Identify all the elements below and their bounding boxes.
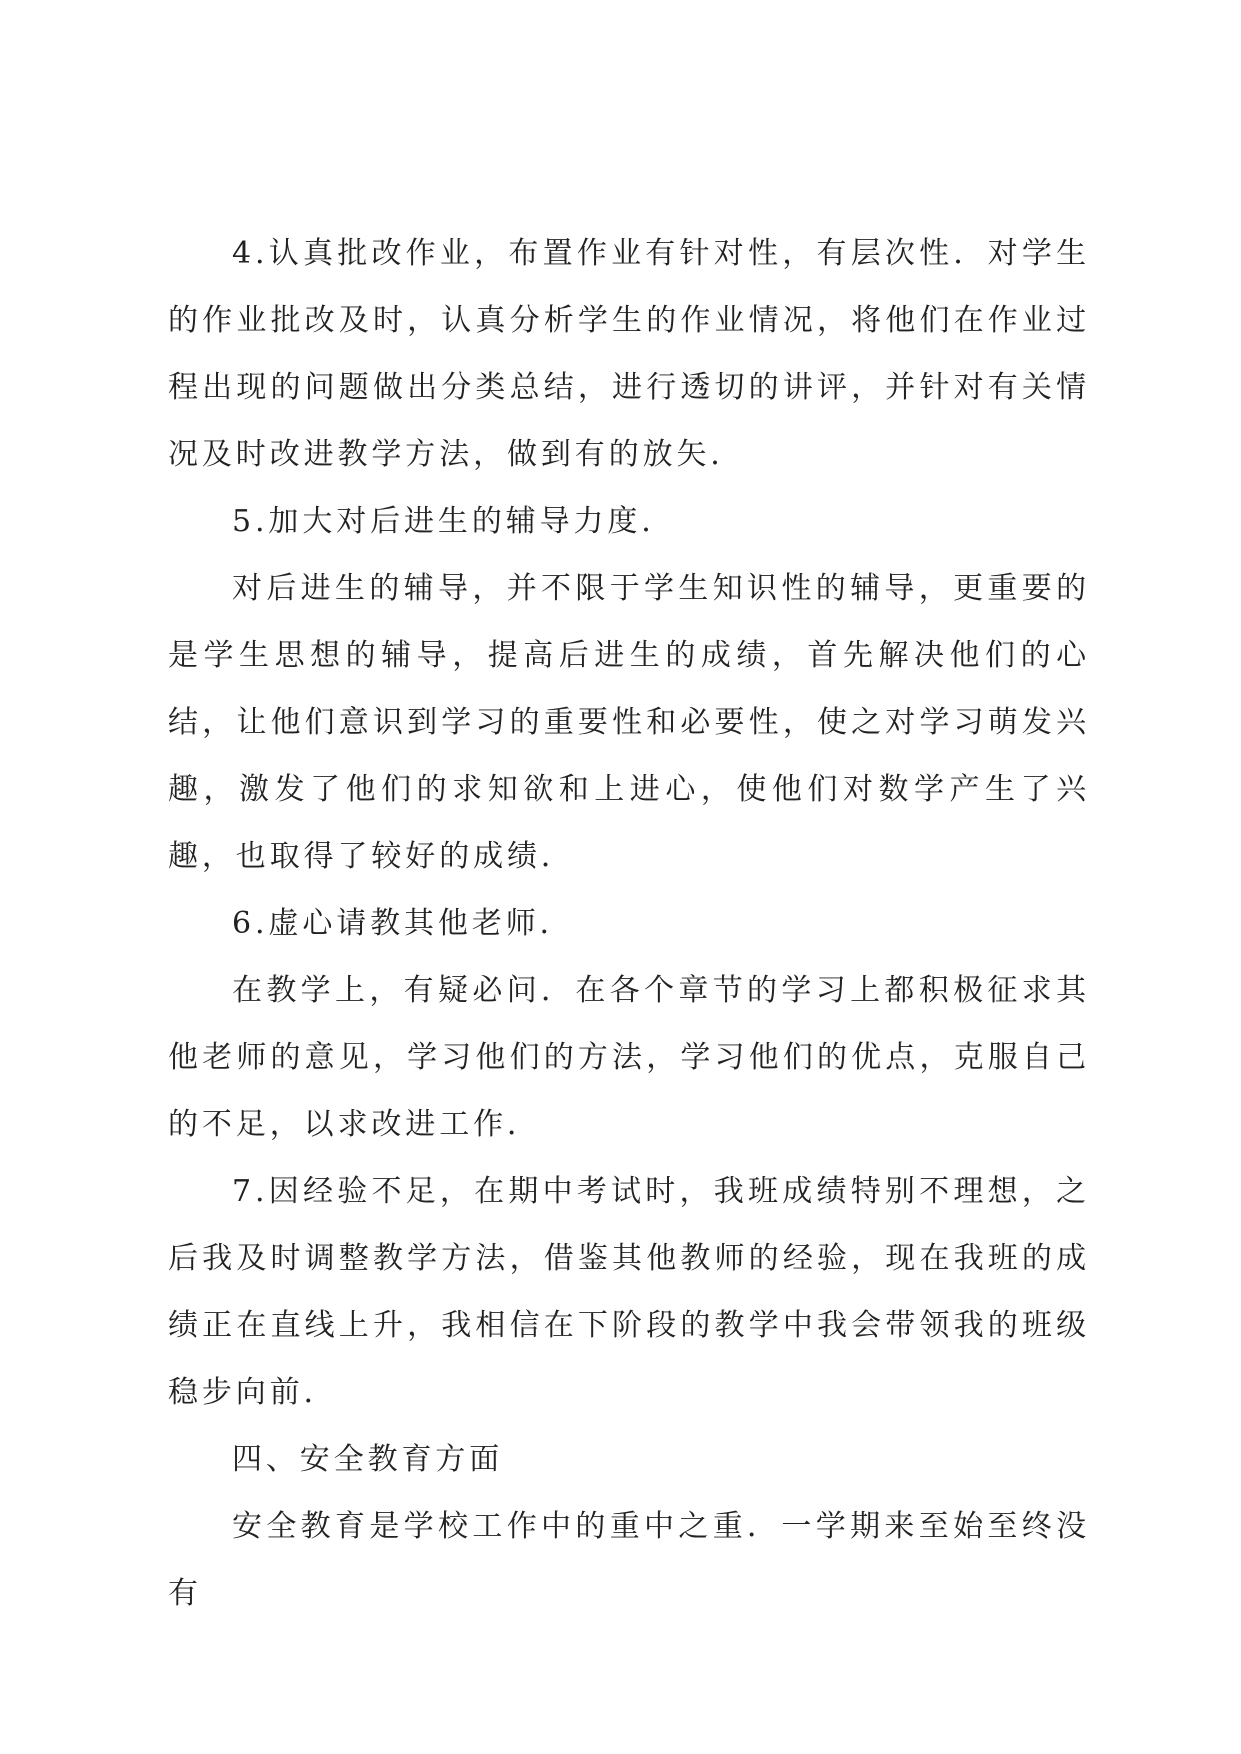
paragraph-tutoring-struggling-students: 对后进生的辅导，并不限于学生知识性的辅导，更重要的是学生思想的辅导，提高后进生的成绩，首先解决他们的心结，让他们意识到学习的重要性和必要性，使之对学习萌发兴趣，激发了他们的求知欲和上进心，使他们对数学产生了兴趣，也取得了较好的成绩．	[168, 571, 1090, 874]
section-heading-safety-education: 四、安全教育方面	[232, 1442, 504, 1477]
heading-consult-teachers: 6.虚心请教其他老师．	[232, 906, 574, 941]
document-page	[168, 220, 1090, 1627]
paragraph-homework-grading: 4.认真批改作业，布置作业有针对性，有层次性．对学生的作业批改及时，认真分析学生的作业情况，将他们在作业过程出现的问题做出分类总结，进行透切的讲评，并针对有关情况及时改进教学方法，做到有的放矢．	[168, 236, 1090, 472]
paragraph-safety-education: 安全教育是学校工作中的重中之重．一学期来至始至终没有	[168, 1509, 1090, 1611]
paragraph-midterm-improvement: 7.因经验不足，在期中考试时，我班成绩特别不理想，之后我及时调整教学方法，借鉴其他教师的经验，现在我班的成绩正在直线上升，我相信在下阶段的教学中我会带领我的班级稳步向前．	[168, 1174, 1090, 1410]
heading-tutoring-struggling-students: 5.加大对后进生的辅导力度．	[232, 504, 676, 539]
paragraph-consult-teachers: 在教学上，有疑必问．在各个章节的学习上都积极征求其他老师的意见，学习他们的方法，学习他们的优点，克服自己的不足，以求改进工作．	[168, 973, 1090, 1142]
